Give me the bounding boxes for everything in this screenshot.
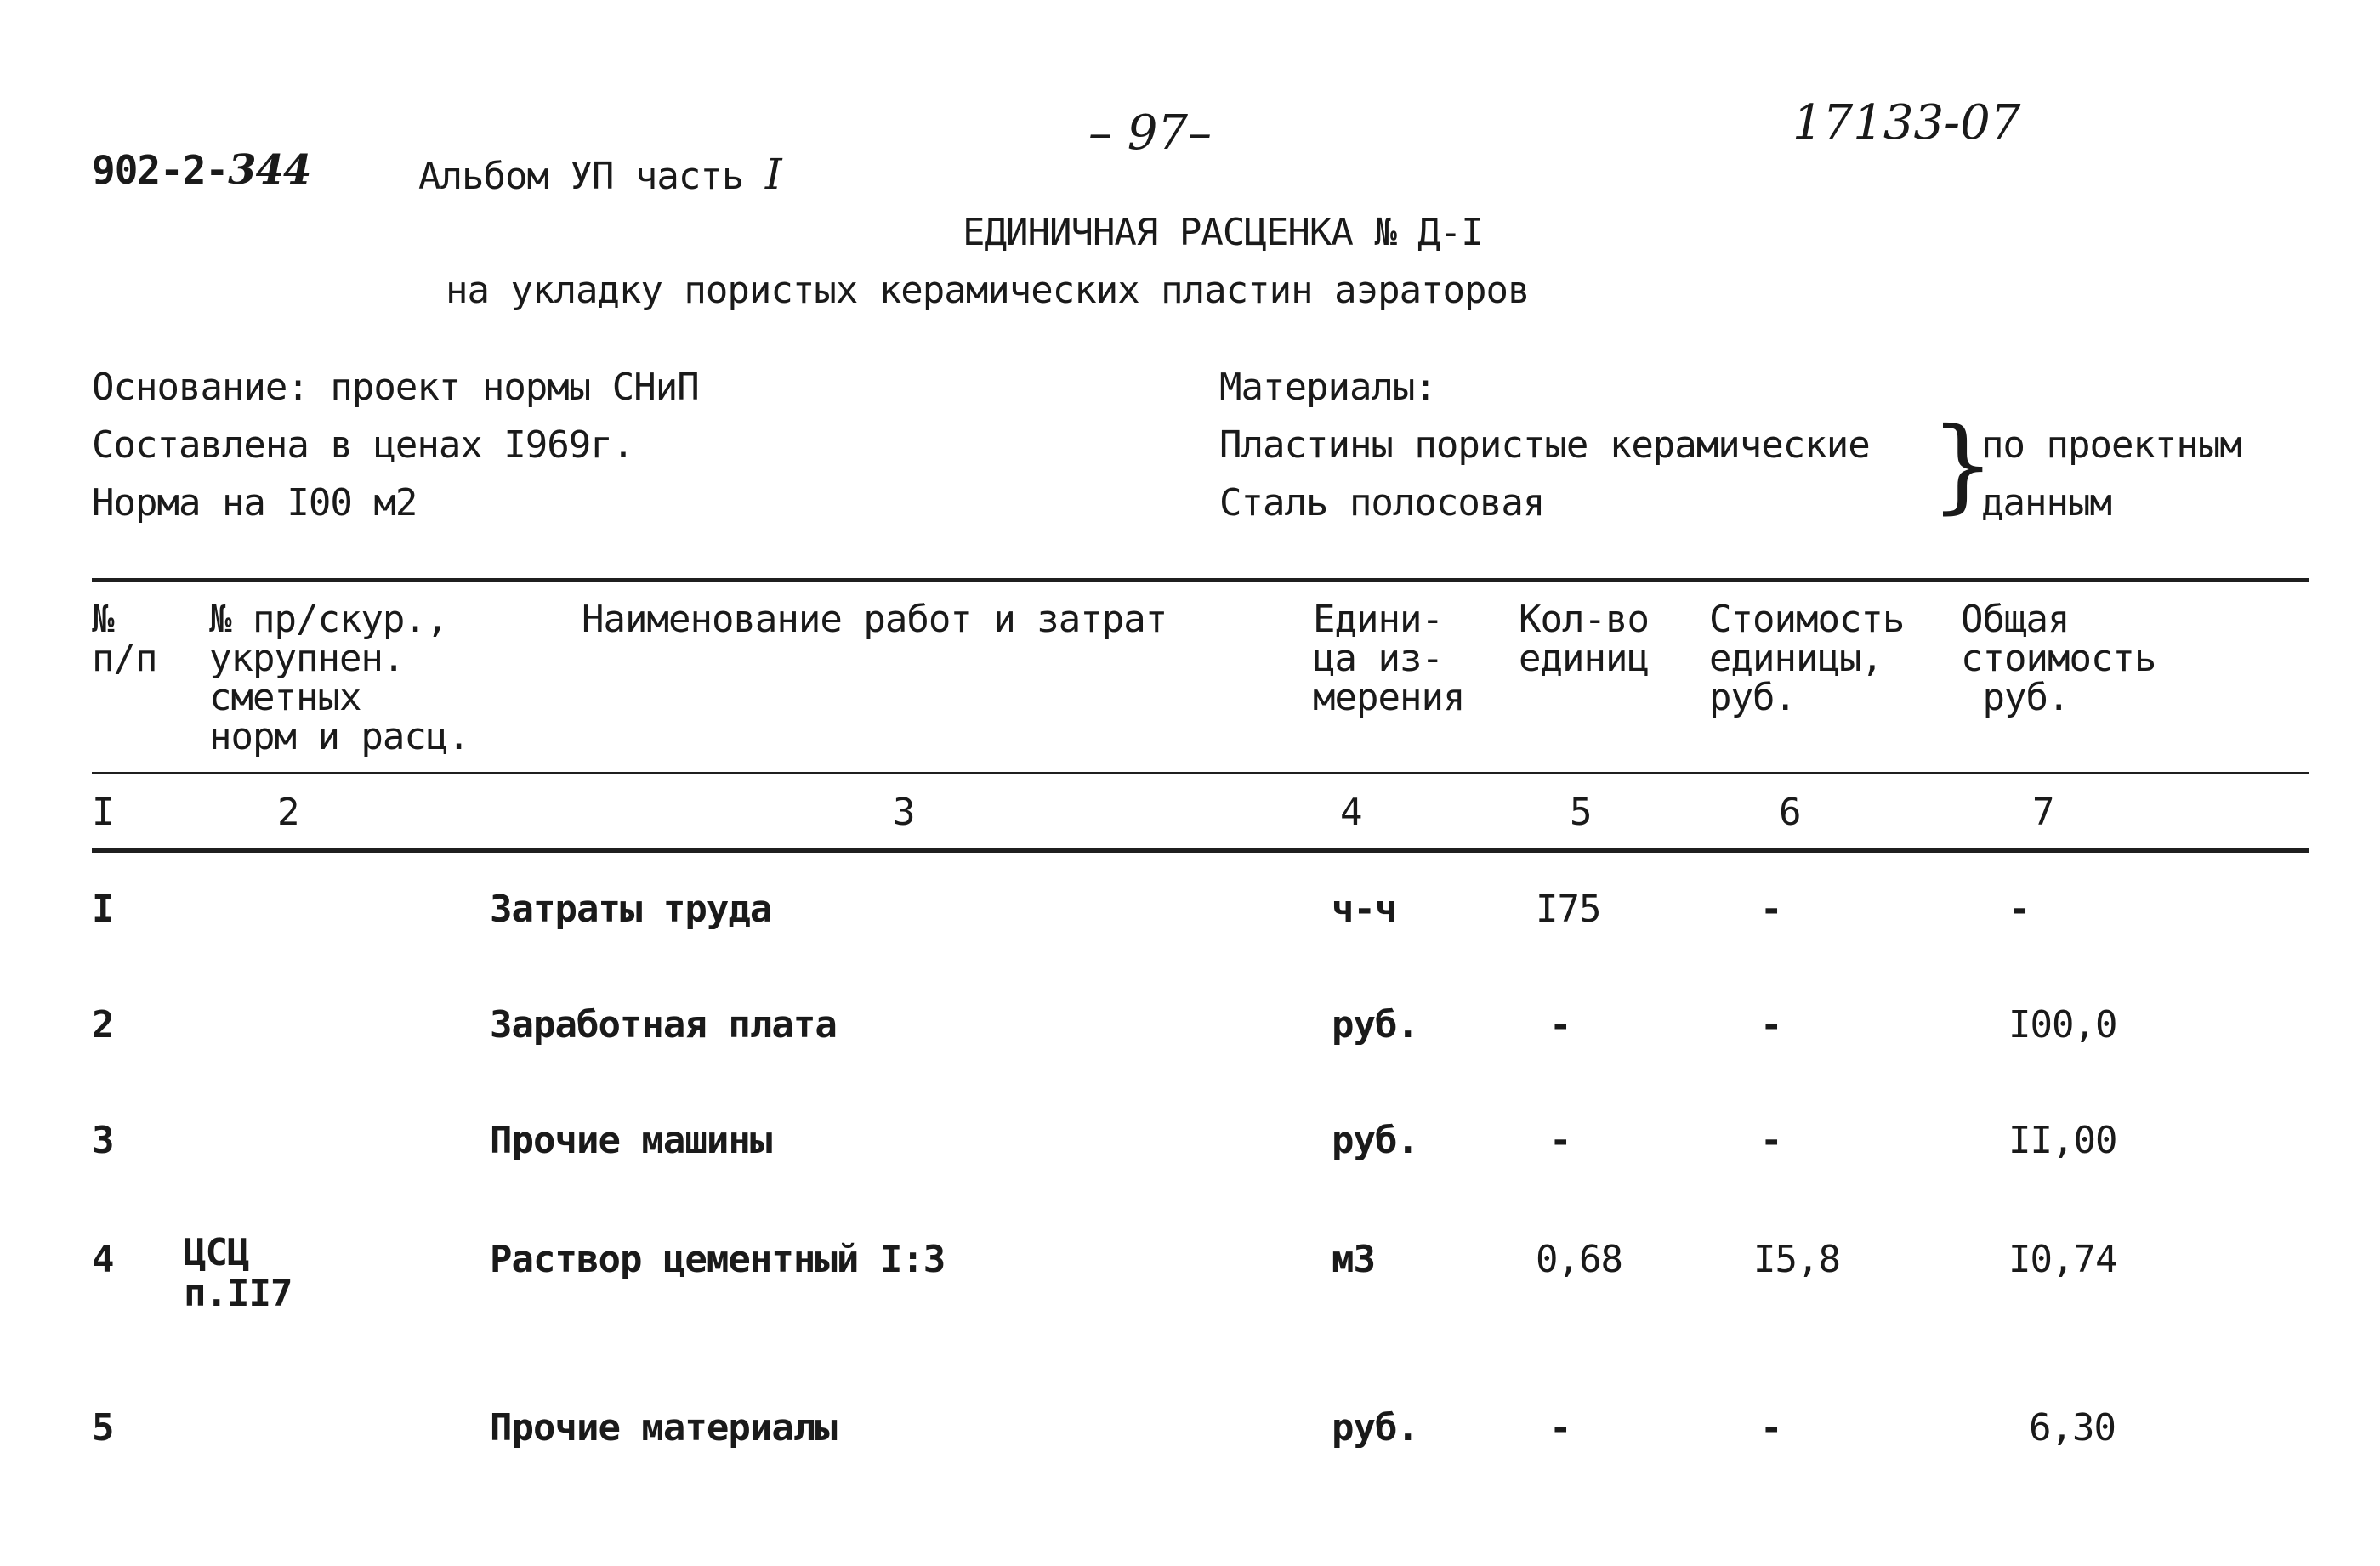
column-number: I	[92, 791, 114, 834]
row-unit: руб.	[1332, 1003, 1418, 1047]
table-numbers-rule	[92, 848, 2309, 853]
column-number: 3	[893, 791, 915, 834]
row-unit-cost: I5,8	[1753, 1238, 1840, 1281]
price-year-line: Составлена в ценах I969г.	[92, 423, 634, 467]
table-top-rule	[92, 578, 2309, 582]
album-part: I	[764, 150, 781, 199]
materials-note: по проектным	[1981, 423, 2241, 467]
document-code	[92, 146, 310, 194]
document-code-printed: 902-2-	[92, 147, 229, 193]
row-total: -	[2008, 888, 2031, 931]
row-name: Прочие материалы	[490, 1406, 837, 1450]
row-num: 3	[92, 1119, 114, 1162]
column-header-total: Общая стоимость руб.	[1961, 598, 2156, 719]
column-number: 6	[1779, 791, 1801, 834]
column-number: 2	[277, 791, 299, 834]
column-number: 7	[2032, 791, 2054, 834]
curly-brace-icon: }	[1930, 406, 1996, 525]
row-unit: руб.	[1332, 1119, 1418, 1162]
row-qty: -	[1549, 1003, 1571, 1047]
row-total: I00,0	[2008, 1003, 2117, 1047]
row-num: I	[92, 888, 114, 931]
row-num: 5	[92, 1406, 114, 1450]
materials-label: Материалы:	[1219, 366, 1436, 409]
document-code-handwritten: 344	[228, 146, 311, 194]
row-ref: п.II7	[184, 1272, 293, 1315]
row-unit-cost: -	[1760, 1003, 1782, 1047]
column-header-qty: Кол-во единиц	[1519, 598, 1649, 680]
column-header-unit: Едини- ца из- мерения	[1313, 598, 1465, 719]
table-header-rule	[92, 772, 2309, 774]
row-unit: ч-ч	[1332, 888, 1397, 931]
album-label	[418, 150, 781, 199]
row-ref: ЦСЦ	[184, 1231, 249, 1274]
album-text: Альбом УП часть	[418, 155, 744, 198]
row-name: Заработная плата	[490, 1003, 837, 1047]
column-number: 5	[1570, 791, 1592, 834]
row-unit: м3	[1332, 1238, 1375, 1281]
row-num: 4	[92, 1238, 114, 1281]
norm-line: Норма на I00 м2	[92, 481, 417, 525]
column-header-num: № п/п	[92, 598, 157, 680]
column-header-unit-cost: Стоимость единицы, руб.	[1709, 598, 1905, 719]
row-total: II,00	[2008, 1119, 2117, 1162]
row-unit-cost: -	[1760, 1119, 1782, 1162]
row-total: I0,74	[2008, 1238, 2117, 1281]
page-title: ЕДИНИЧНАЯ РАСЦЕНКА № Д-I	[963, 211, 1483, 254]
materials-note: данным	[1981, 481, 2111, 525]
inventory-number: 17133-07	[1792, 95, 2021, 150]
row-name: Затраты труда	[490, 888, 772, 931]
column-number: 4	[1340, 791, 1362, 834]
row-qty: -	[1549, 1406, 1571, 1450]
row-num: 2	[92, 1003, 114, 1047]
page-number: – 97–	[1088, 105, 1213, 161]
material-item: Пластины пористые керамические	[1219, 423, 1870, 467]
row-name: Прочие машины	[490, 1119, 772, 1162]
basis-line: Основание: проект нормы СНиП	[92, 366, 699, 409]
material-item: Сталь полосовая	[1219, 481, 1545, 525]
page-subtitle: на укладку пористых керамических пластин аэраторов	[446, 269, 1530, 312]
row-unit: руб.	[1332, 1406, 1418, 1450]
row-qty: -	[1549, 1119, 1571, 1162]
row-qty: I75	[1536, 888, 1601, 931]
row-unit-cost: -	[1760, 1406, 1782, 1450]
row-qty: 0,68	[1536, 1238, 1622, 1281]
column-header-ref: № пр/скур., укрупнен. сметных норм и расц.	[209, 598, 469, 758]
row-name: Раствор цементный I:3	[490, 1238, 946, 1281]
row-unit-cost: -	[1760, 888, 1782, 931]
row-total: 6,30	[2029, 1406, 2116, 1450]
column-header-name: Наименование работ и затрат	[582, 598, 1167, 641]
